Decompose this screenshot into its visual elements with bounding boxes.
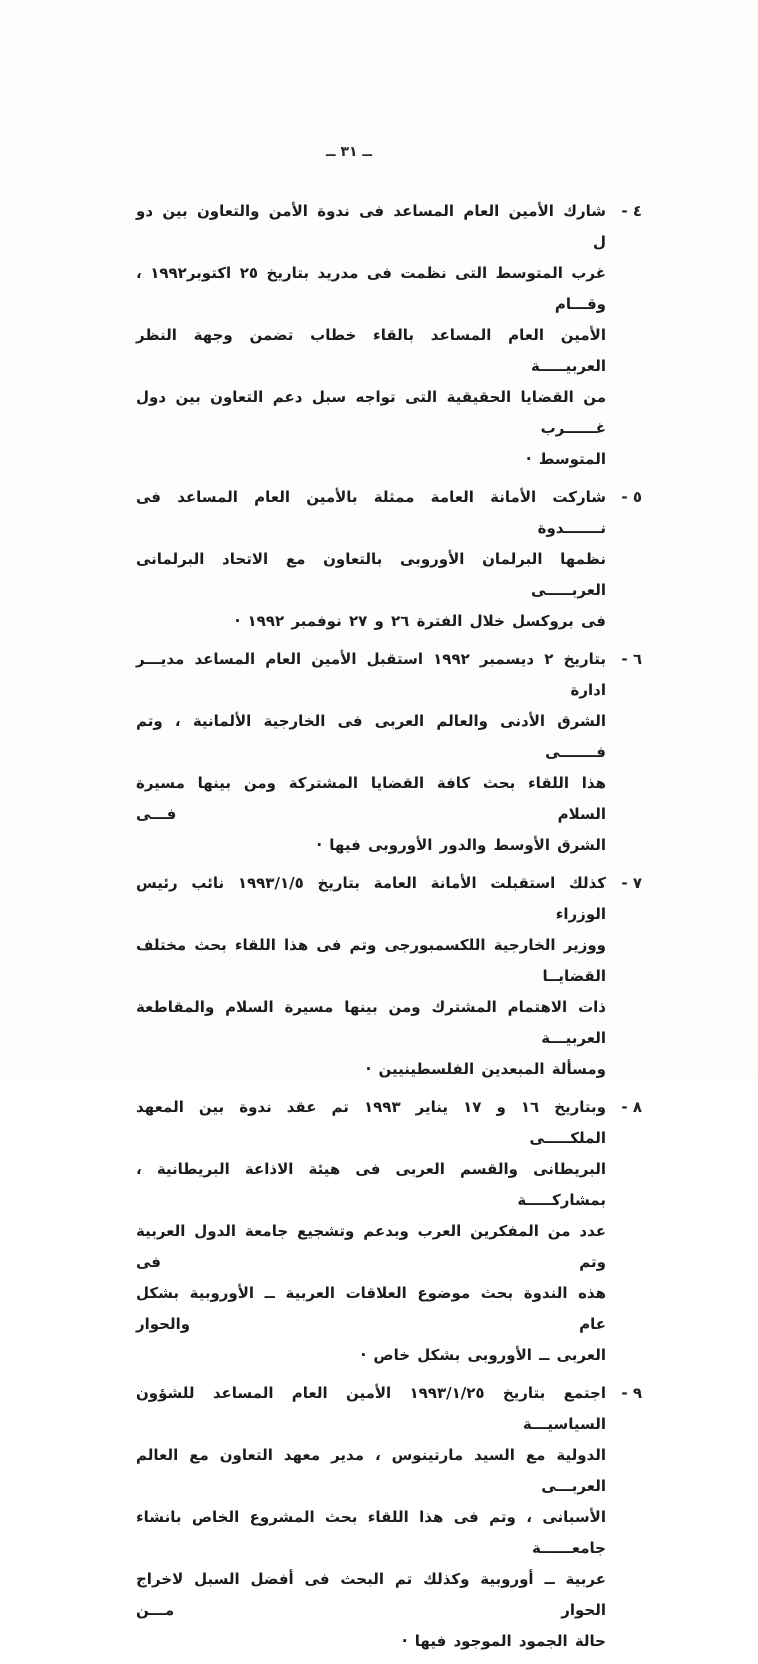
text-line: كذلك استقبلت الأمانة العامة بتاريخ ١٩٩٣/١/٥ نائب رئيس الوزراء <box>136 874 606 923</box>
text-line: العربى ــ الأوروبى بشكل خاص · <box>360 1346 606 1364</box>
list-item-4 <box>136 196 642 475</box>
text-line: ومسألة المبعدين الفلسطينيين · <box>365 1060 606 1078</box>
text-line: شاركت الأمانة العامة ممثلة بالأمين العام المساعد فى نـــــــدوة <box>136 488 606 537</box>
text-line: عربية ــ أوروبية وكذلك تم البحث فى أفضل السبل لاخراج الحوار مـــن <box>136 1570 606 1619</box>
item-number: ٧ - <box>621 874 642 892</box>
list-item-9 <box>136 1378 642 1657</box>
item-text <box>136 1378 606 1657</box>
item-text <box>136 196 606 475</box>
item-number: ٤ - <box>621 202 642 220</box>
text-line: فى بروكسل خلال الفترة ٢٦ و ٢٧ نوفمبر ١٩٩٢ · <box>234 612 606 630</box>
item-text <box>136 1092 606 1371</box>
text-line: ووزير الخارجية اللكسمبورجى وتم فى هذا اللقاء بحث مختلف القضايــا <box>136 936 606 985</box>
text-line: الأمين العام المساعد بالقاء خطاب تضمن وجهة النظر العربيـــــة <box>136 326 606 375</box>
text-line: نظمها البرلمان الأوروبى بالتعاون مع الاتحاد البرلمانى العربـــــى <box>136 550 606 599</box>
text-line: حالة الجمود الموجود فيها · <box>401 1632 606 1650</box>
text-line: هذه الندوة بحث موضوع العلاقات العربية ــ الأوروبية بشكل عام والحوار <box>136 1284 606 1333</box>
text-line: بتاريخ ٢ ديسمبر ١٩٩٢ استقبل الأمين العام المساعد مديـــر ادارة <box>136 650 606 699</box>
item-number: ٥ - <box>621 488 642 506</box>
page-number: ــ ٣١ ــ <box>326 144 372 160</box>
item-text <box>136 644 606 861</box>
text-line: المتوسط · <box>525 450 606 468</box>
text-line: شارك الأمين العام المساعد فى ندوة الأمن والتعاون بين دو ل <box>136 202 606 251</box>
list-item-7 <box>136 868 642 1085</box>
list-item-8 <box>136 1092 642 1371</box>
text-line: البريطانى والقسم العربى فى هيئة الاذاعة البريطانية ، بمشاركـــــة <box>136 1160 606 1209</box>
text-line: الشرق الأدنى والعالم العربى فى الخارجية الألمانية ، وتم فـــــــى <box>136 712 606 761</box>
item-text <box>136 482 606 637</box>
text-line: الدولية مع السيد مارتينوس ، مدير معهد التعاون مع العالم العربـــى <box>136 1446 606 1495</box>
text-line: عدد من المفكرين العرب وبدعم وتشجيع جامعة الدول العربية وتم فى <box>136 1222 606 1271</box>
text-line: اجتمع بتاريخ ١٩٩٣/١/٢٥ الأمين العام المساعد للشؤون السياسيـــة <box>136 1384 606 1433</box>
text-line: غرب المتوسط التى نظمت فى مدريد بتاريخ ٢٥ اكتوبر١٩٩٢ ، وقـــام <box>136 264 607 313</box>
item-number: ٦ - <box>621 650 642 668</box>
text-line: الشرق الأوسط والدور الأوروبى فيها · <box>316 836 606 854</box>
text-line: ذات الاهتمام المشترك ومن بينها مسيرة السلام والمقاطعة العربيـــة <box>136 998 606 1047</box>
text-line: هذا اللقاء بحث كافة القضايا المشتركة ومن بينها مسيرة السلام فـــى <box>136 774 606 823</box>
text-line: الأسبانى ، وتم فى هذا اللقاء بحث المشروع الخاص بانشاء جامعــــــة <box>136 1508 606 1557</box>
list-item-6 <box>136 644 642 861</box>
text-line: من القضايا الحقيقية التى تواجه سبل دعم التعاون بين دول غــــــرب <box>136 388 606 437</box>
document-body <box>136 196 642 1664</box>
item-number: ٨ - <box>621 1098 642 1116</box>
item-text <box>136 868 606 1085</box>
list-item-5 <box>136 482 642 637</box>
item-number: ٩ - <box>621 1384 642 1402</box>
text-line: وبتاريخ ١٦ و ١٧ يناير ١٩٩٣ تم عقد ندوة بين المعهد الملكـــــى <box>136 1098 606 1147</box>
